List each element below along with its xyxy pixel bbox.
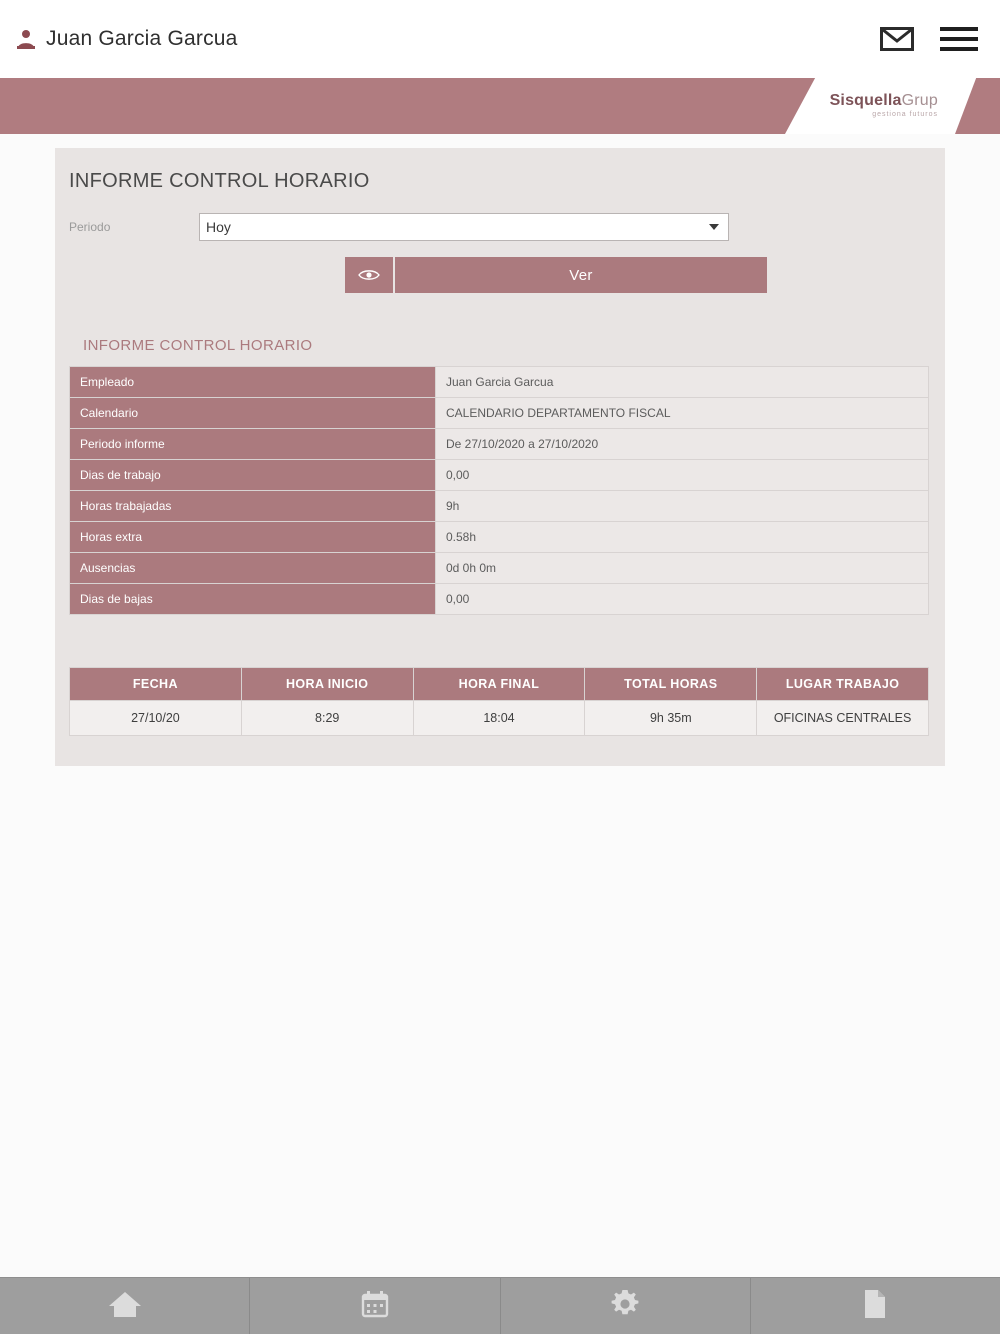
table-row — [70, 398, 929, 429]
top-bar — [0, 0, 1000, 78]
column-header-hora-inicio: HORA INICIO — [241, 668, 413, 701]
brand-tagline: gestiona futuros — [872, 111, 938, 118]
column-header-fecha: FECHA — [70, 668, 242, 701]
user-icon — [16, 28, 36, 50]
cell-total-horas: 9h 35m — [585, 701, 757, 736]
cell-hora-inicio: 8:29 — [241, 701, 413, 736]
page-title: INFORME CONTROL HORARIO — [69, 170, 370, 192]
summary-value: 0d 0h 0m — [436, 553, 929, 584]
brand-suffix: Grup — [901, 92, 938, 109]
summary-key: Ausencias — [70, 553, 436, 584]
table-row — [70, 701, 929, 736]
cell-fecha: 27/10/20 — [70, 701, 242, 736]
table-row — [70, 553, 929, 584]
cell-hora-final: 18:04 — [413, 701, 585, 736]
home-icon — [108, 1289, 142, 1324]
period-select-wrap — [199, 213, 729, 241]
table-header-row — [70, 668, 929, 701]
period-select[interactable] — [199, 213, 729, 241]
table-row — [70, 522, 929, 553]
period-form-row — [55, 203, 945, 241]
nav-item-settings[interactable] — [501, 1278, 751, 1334]
brand-banner — [0, 78, 1000, 134]
table-row — [70, 429, 929, 460]
calendar-icon — [361, 1290, 389, 1323]
table-row — [70, 584, 929, 615]
brand-name: Sisquella — [829, 92, 902, 109]
document-icon — [863, 1289, 887, 1324]
summary-value: 0.58h — [436, 522, 929, 553]
brand-name-wrap — [830, 92, 938, 110]
summary-table-body — [70, 367, 929, 615]
summary-key: Horas trabajadas — [70, 491, 436, 522]
column-header-lugar-trabajo: LUGAR TRABAJO — [757, 668, 929, 701]
user-name: Juan Garcia Garcua — [46, 27, 238, 50]
gear-icon — [610, 1289, 640, 1324]
nav-item-documents[interactable] — [751, 1278, 1000, 1334]
summary-table — [69, 366, 929, 615]
bottom-nav — [0, 1277, 1000, 1334]
summary-value: 0,00 — [436, 584, 929, 615]
detail-table-body — [70, 701, 929, 736]
view-button[interactable]: Ver — [395, 257, 767, 293]
column-header-hora-final: HORA FINAL — [413, 668, 585, 701]
mail-icon[interactable] — [880, 26, 914, 52]
summary-value: De 27/10/2020 a 27/10/2020 — [436, 429, 929, 460]
summary-key: Calendario — [70, 398, 436, 429]
summary-key: Periodo informe — [70, 429, 436, 460]
user-area — [16, 27, 238, 51]
cell-lugar-trabajo: OFICINAS CENTRALES — [757, 701, 929, 736]
report-card — [55, 148, 945, 766]
summary-key: Empleado — [70, 367, 436, 398]
hamburger-menu-icon[interactable] — [940, 26, 978, 52]
section-heading: INFORME CONTROL HORARIO — [83, 337, 313, 354]
summary-value: CALENDARIO DEPARTAMENTO FISCAL — [436, 398, 929, 429]
table-row — [70, 460, 929, 491]
top-bar-actions — [880, 26, 978, 52]
eye-icon[interactable] — [345, 257, 395, 293]
nav-item-calendar[interactable] — [250, 1278, 500, 1334]
brand-logo — [830, 92, 938, 118]
table-row — [70, 367, 929, 398]
nav-item-home[interactable] — [0, 1278, 250, 1334]
detail-table-head — [70, 668, 929, 701]
summary-key: Dias de bajas — [70, 584, 436, 615]
summary-value: 0,00 — [436, 460, 929, 491]
summary-key: Horas extra — [70, 522, 436, 553]
detail-table — [69, 667, 929, 736]
period-label: Periodo — [69, 220, 111, 234]
column-header-total-horas: TOTAL HORAS — [585, 668, 757, 701]
summary-value: 9h — [436, 491, 929, 522]
table-row — [70, 491, 929, 522]
summary-value: Juan Garcia Garcua — [436, 367, 929, 398]
summary-key: Dias de trabajo — [70, 460, 436, 491]
view-button-row — [55, 241, 945, 293]
